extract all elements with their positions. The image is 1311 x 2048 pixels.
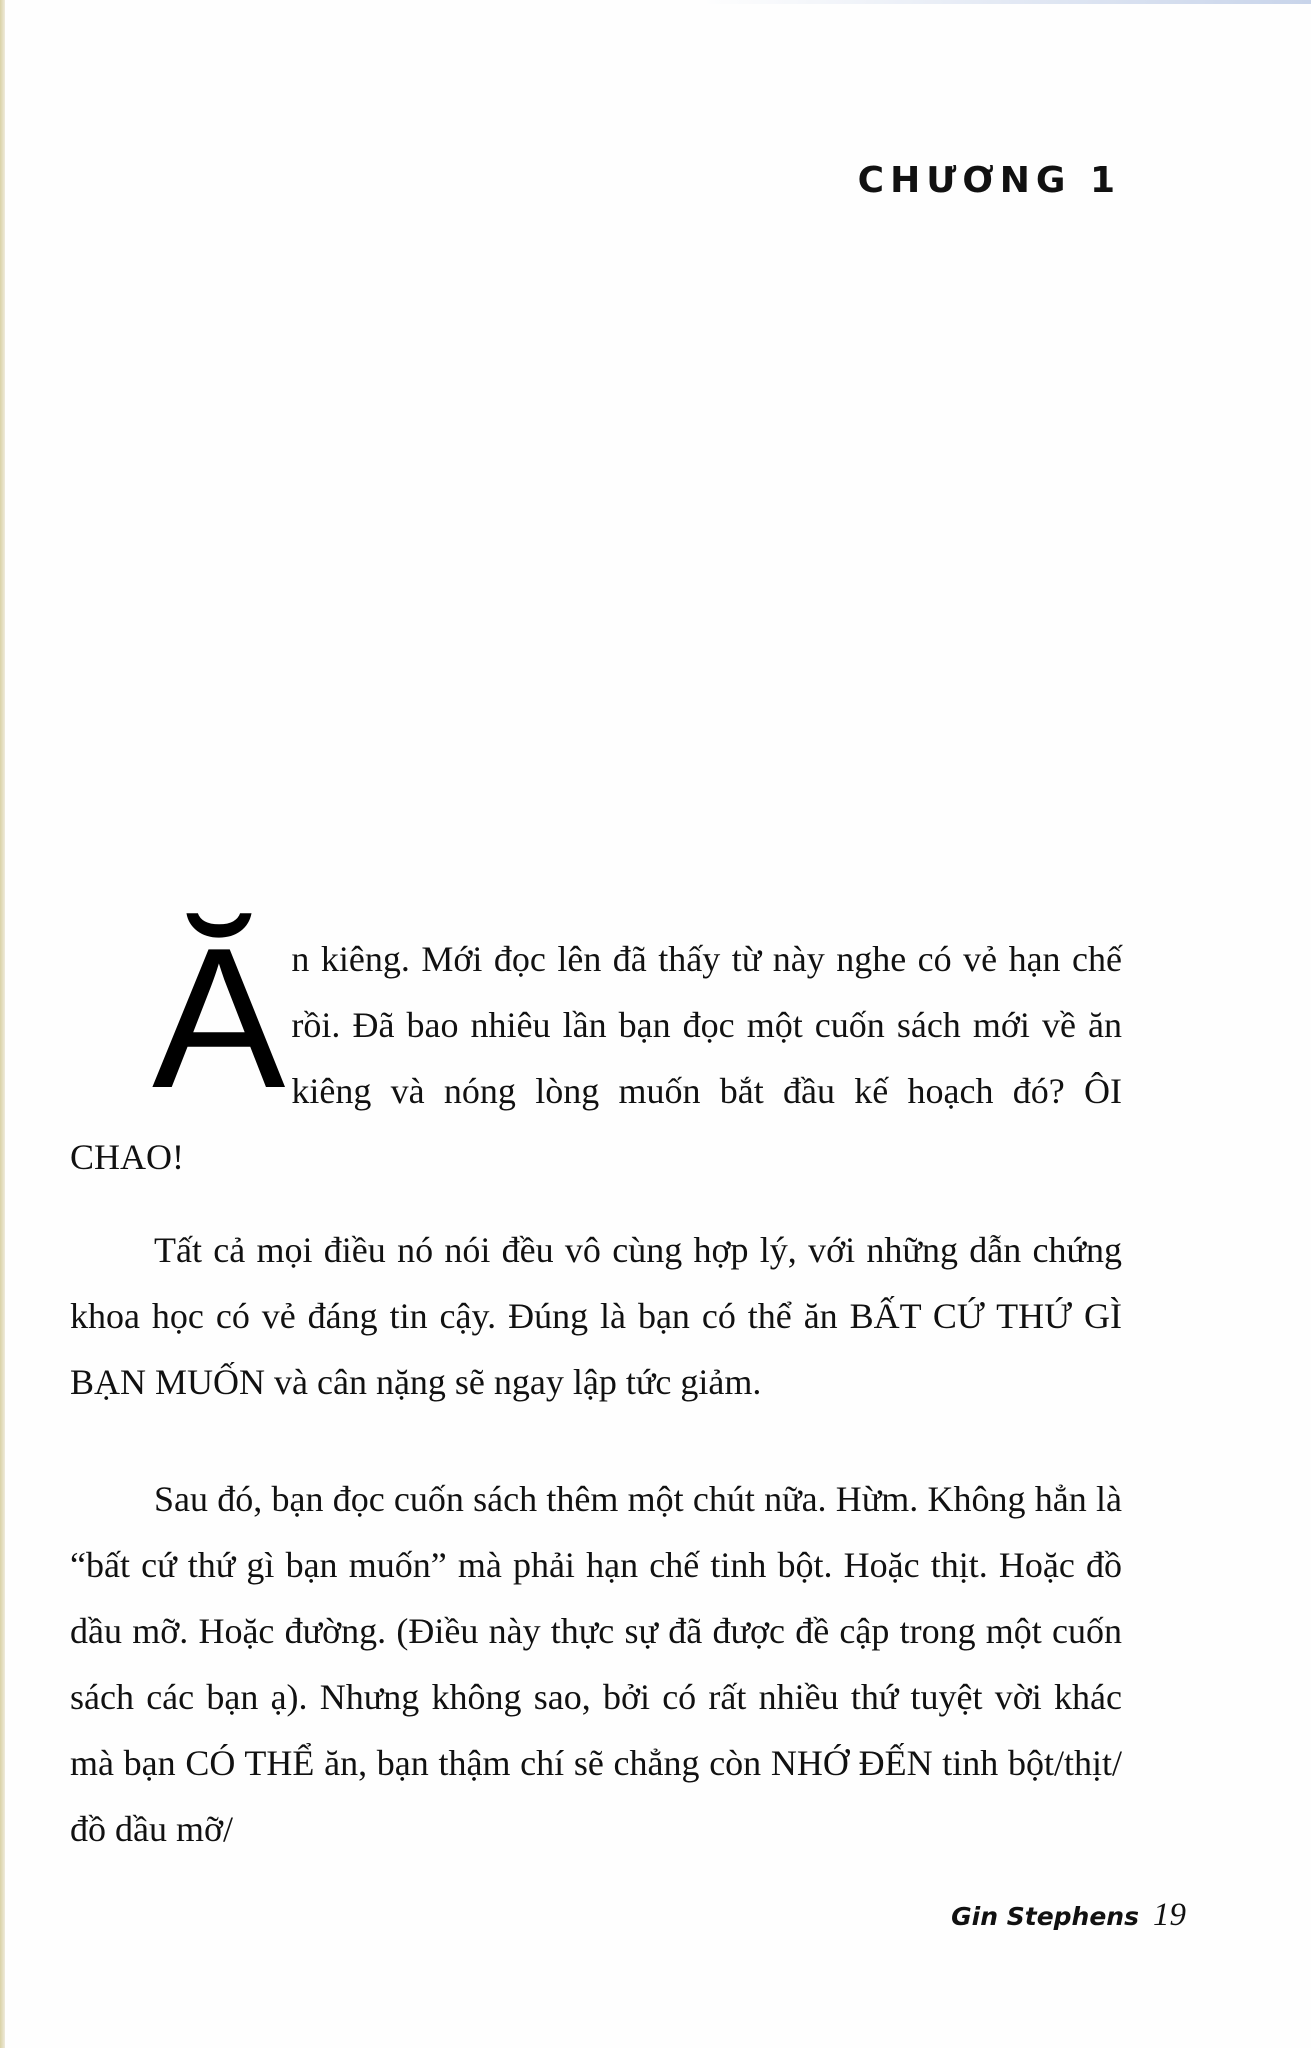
page-number: 19 (1153, 1897, 1186, 1933)
paragraph-3: Sau đó, bạn đọc cuốn sách thêm một chút nữa. Hừm. Không hẳn là “bất cứ thứ gì bạn muốn” mà phải hạn chế tinh bột. Hoặc thịt. Hoặc đồ dầu mỡ. Hoặc đường. (Điều này thực sự đã được đề cập trong một cuốn sách các bạn ạ). Nhưng không sao, bởi có rất nhiều thứ tuyệt vời khác mà bạn CÓ THỂ ăn, bạn thậm chí sẽ chẳng còn NHỚ ĐẾN tinh bột/thịt/đồ dầu mỡ/ (70, 1479, 1122, 1849)
drop-cap: Ă (152, 907, 286, 1130)
page-top-edge (700, 0, 1311, 4)
chapter-heading: CHƯƠNG 1 (857, 160, 1121, 201)
footer-author: Gin Stephens (951, 1902, 1139, 1931)
paragraph-1-text: n kiêng. Mới đọc lên đã thấy từ này nghe có vẻ hạn chế rồi. Đã bao nhiêu lần bạn đọc một cuốn sách mới về ăn kiêng và nóng lòng muốn bắt đầu kế hoạch đó? ÔI CHAO! (70, 939, 1122, 1177)
paragraph-2: Tất cả mọi điều nó nói đều vô cùng hợp lý, với những dẫn chứng khoa học có vẻ đáng tin cậy. Đúng là bạn có thể ăn BẤT CỨ THỨ GÌ BẠN MUỐN và cân nặng sẽ ngay lập tức giảm. (70, 1230, 1122, 1402)
page-binding-edge (0, 0, 5, 2048)
page-footer (951, 1897, 1186, 1934)
paragraph-1 (70, 907, 1122, 1190)
